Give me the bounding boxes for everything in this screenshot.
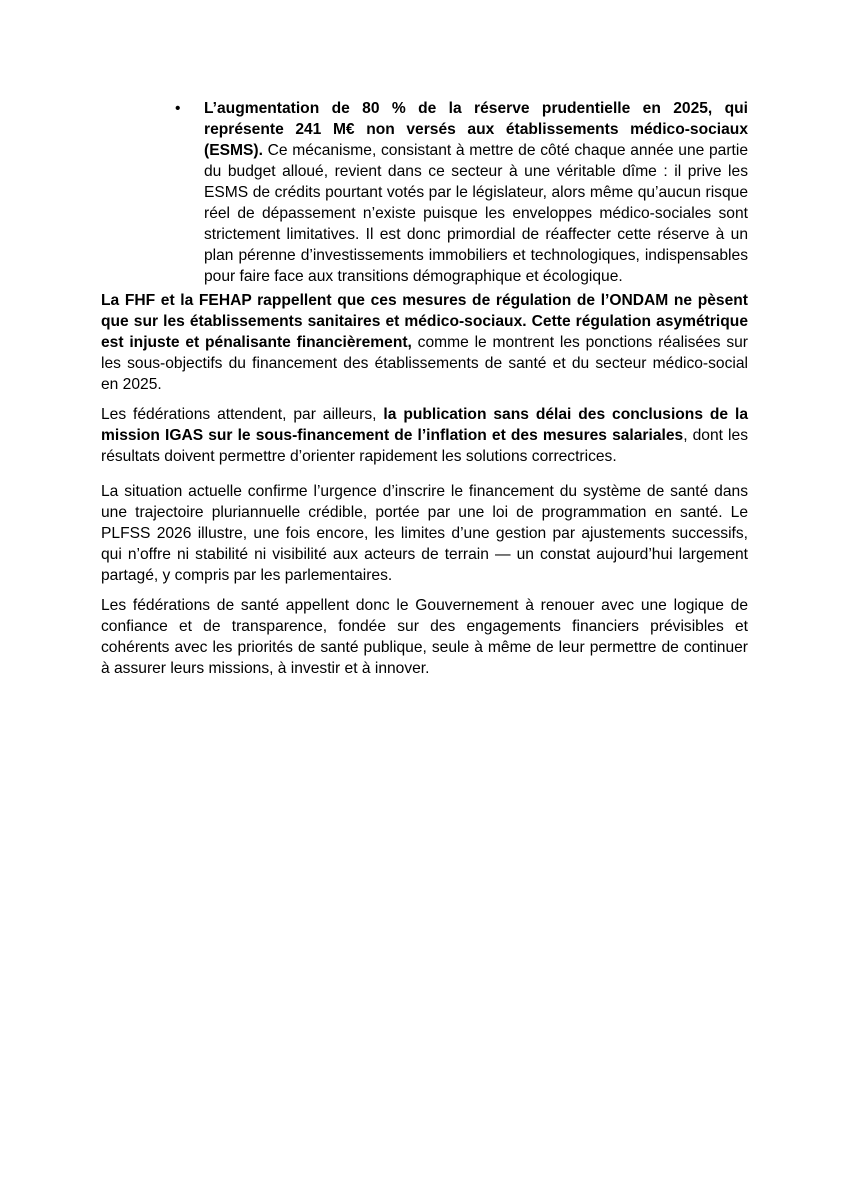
bullet-marker: • <box>175 100 181 117</box>
paragraph-igas-before: Les fédérations attendent, par ailleurs, <box>101 406 384 423</box>
bullet-regular-text: Ce mécanisme, consistant à mettre de côté chaque année une partie du budget alloué, revient dans ce secteur à une véritable dîme : il prive les ESMS de crédits pourtant votés par le législateur, alors même qu’aucun risque réel de dépassement n’existe puisque les enveloppes médico-sociales sont strictement limitatives. Il est donc primordial de réaffecter cette réserve à un plan pérenne d’investissements immobiliers et technologiques, indispensables pour faire face aux transitions démographique et écologique. <box>204 142 748 285</box>
paragraph-regulation-bold: La FHF et la FEHAP rappellent que ces mesures de régulation de l’ONDAM ne pèsent que sur les établissements sanitaires et médico-sociaux. Cette régulation asymétrique est injuste et pénalisante financièrement, <box>101 292 748 351</box>
paragraph-igas-bold: la publication sans délai des conclusions de la mission IGAS sur le sous-financement de l’inflation et des mesures salariales <box>101 406 748 444</box>
paragraph-government: Les fédérations de santé appellent donc le Gouvernement à renouer avec une logique de confiance et de transparence, fondée sur des engagements financiers prévisibles et cohérents avec les priorités de santé publique, seule à même de leur permettre de continuer à assurer leurs missions, à investir et à innover. <box>101 597 748 677</box>
paragraph-regulation <box>101 290 748 395</box>
paragraph-regulation-text: comme le montrent les ponctions réalisées sur les sous-objectifs du financement des établissements de santé et du secteur médico-social en 2025. <box>101 334 748 393</box>
paragraph-igas-after: , dont les résultats doivent permettre d’orienter rapidement les solutions correctrices. <box>101 427 748 465</box>
bullet-list-item <box>176 98 748 287</box>
bullet-bold-text: L’augmentation de 80 % de la réserve prudentielle en 2025, qui représente 241 M€ non versés aux établissements médico-sociaux (ESMS). <box>204 100 748 159</box>
paragraph-trajectory: La situation actuelle confirme l’urgence d’inscrire le financement du système de santé dans une trajectoire pluriannuelle crédible, portée par une loi de programmation en santé. Le PLFSS 2026 illustre, une fois encore, les limites d’une gestion par ajustements successifs, qui n’offre ni stabilité ni visibilité aux acteurs de terrain — un constat aujourd’hui largement partagé, y compris par les parlementaires. <box>101 483 748 584</box>
bullet-text <box>204 98 748 287</box>
paragraph-igas <box>101 404 748 467</box>
